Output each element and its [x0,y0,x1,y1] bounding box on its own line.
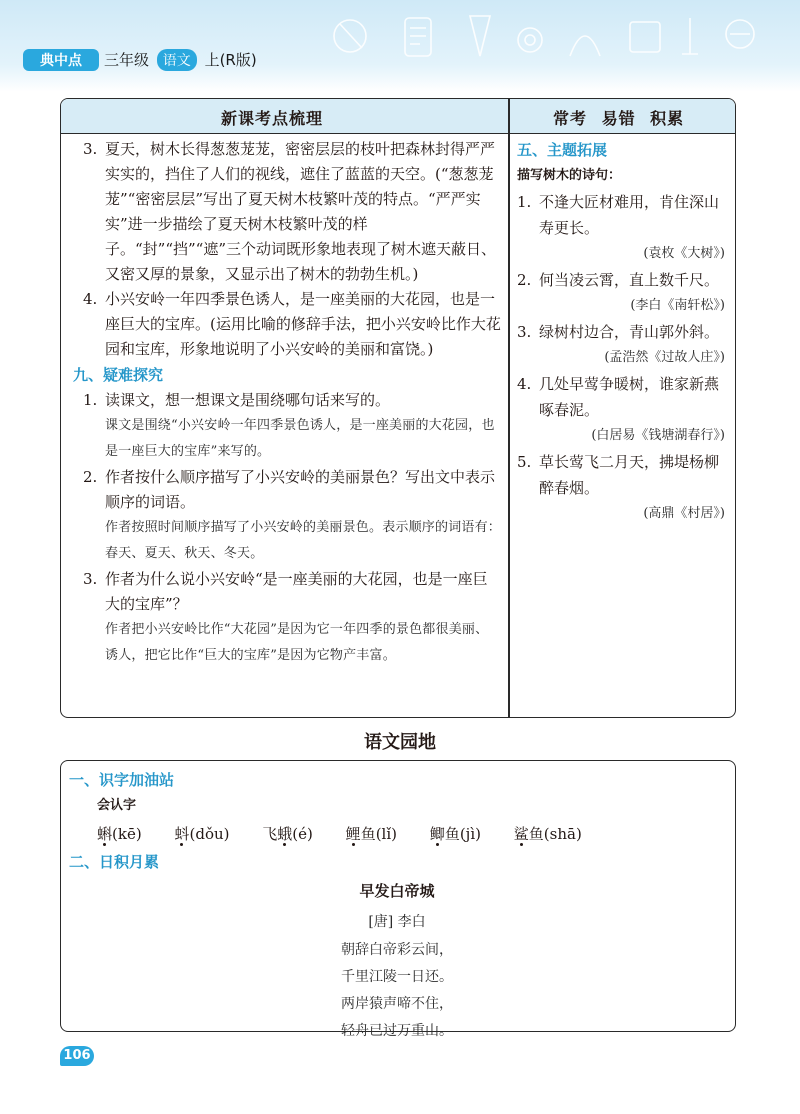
poem-list-subtitle: 描写树木的诗句： [517,168,622,183]
poem-entry-3 [517,319,729,371]
poem-number: 3. [517,323,532,341]
point-item-4 [73,287,501,362]
garden-section-1: 一、识字加油站 [69,771,175,789]
poem-entry-1 [517,189,729,267]
poem-line: 不逢大匠材难用，肯住深山寿更长。 [539,193,720,237]
question-number: 1. [83,391,98,409]
left-column [73,137,501,669]
question-2 [73,465,501,515]
right-column [517,137,729,527]
poem-number: 5. [517,453,532,471]
char-entry: 蝌(kē) [97,825,142,843]
edition-label: 上(R版) [204,51,257,69]
poem-source: (李白《南轩松》) [630,298,725,313]
subject-badge: 语文 [157,49,197,71]
logo-text: 典中点 [40,53,82,69]
poem-number: 2. [517,271,532,289]
char-entry: 鲫鱼(jì) [429,825,481,843]
science-doodles-icon [310,6,780,76]
poem-line: 两岸猿声啼不住， [341,996,453,1012]
table-header [61,99,735,134]
question-number: 2. [83,468,98,486]
poem-author: [唐] 李白 [368,914,426,930]
poem-source: (孟浩然《过故人庄》) [604,350,725,365]
grade-label: 三年级 [104,51,150,69]
poem-number: 4. [517,375,532,393]
garden-box [60,760,736,1039]
column-divider [508,99,510,717]
item-text: 小兴安岭一年四季景色诱人，是一座美丽的大花园，也是一座巨大的宝库。(运用比喻的修辞手法，把小兴安岭比作大花园和宝库，形象地说明了小兴安岭的美丽和富饶。) [105,290,501,358]
character-list [69,819,725,849]
poem-entry-2 [517,267,729,319]
point-item-3 [73,137,501,287]
question-3 [73,567,501,617]
poem-number: 1. [517,193,532,211]
question-text: 作者为什么说小兴安岭“是一座美丽的大花园，也是一座巨大的宝库”？ [105,570,488,613]
header-band [0,0,800,92]
poem-line: 朝辞白帝彩云间， [341,942,453,958]
brand-logo [22,46,100,74]
page-number: 106 [60,1046,94,1066]
answer-3: 作者把小兴安岭比作“大花园”是因为它一年四季的景色都很美丽、诱人，把它比作“巨大的宝库”是因为它物产丰富。 [105,622,489,663]
poem-source: (高鼎《村居》) [643,506,725,521]
item-number: 4. [83,290,98,308]
left-column-title: 新课考点梳理 [221,109,324,128]
poem-line: 千里江陵一日还。 [341,969,453,985]
section-heading-9: 九、疑难探究 [73,366,164,384]
recognize-chars-label: 会认字 [97,798,137,813]
section-heading-5: 五、主题拓展 [517,141,608,159]
poem-entry-5 [517,449,729,527]
poem-line: 几处早莺争暖树，谁家新燕啄春泥。 [539,375,720,419]
garden-section-2: 二、日积月累 [69,853,160,871]
right-column-title: 常考 易错 积累 [553,109,685,128]
notes-table [60,98,736,718]
question-number: 3. [83,570,98,588]
char-entry: 飞蛾(é) [262,825,313,843]
question-text: 读课文，想一想课文是围绕哪句话来写的。 [105,391,391,409]
char-entry: 鲤鱼(lǐ) [345,825,398,843]
poem-line: 轻舟已过万重山。 [341,1023,453,1039]
garden-content [69,767,725,1045]
question-text: 作者按什么顺序描写了小兴安岭的美丽景色？写出文中表示顺序的词语。 [105,468,496,511]
char-entry: 蚪(dǒu) [174,825,230,843]
poem-source: (白居易《钱塘湖春行》) [591,428,725,443]
answer-1: 课文是围绕“小兴安岭一年四季景色诱人，是一座美丽的大花园，也是一座巨大的宝库”来写的。 [105,418,495,459]
question-1 [73,388,501,413]
garden-title: 语文园地 [364,732,436,753]
poem-line: 绿树村边合，青山郭外斜。 [539,323,720,341]
poem-line: 何当凌云霄，直上数千尺。 [539,271,720,289]
item-number: 3. [83,140,98,158]
book-title [104,49,257,71]
poem-line: 草长莺飞二月天，拂堤杨柳醉春烟。 [539,453,720,497]
poem-entry-4 [517,371,729,449]
item-text: 夏天，树木长得葱葱茏茏，密密层层的枝叶把森林封得严严实实的，挡住了人们的视线，遮住了蓝蓝的天空。(“葱葱茏茏”“密密层层”写出了夏天树木枝繁叶茂的特点。“严严实实”进一步描绘了夏天树木枝繁叶茂的样子。“封”“挡”“遮”三个动词既形象地表现了树木遮天蔽日、又密又厚的景象，又显示出了树木的勃勃生机。) [105,140,497,283]
poem-title: 早发白帝城 [359,882,435,900]
answer-2: 作者按照时间顺序描写了小兴安岭的美丽景色。表示顺序的词语有：春天、夏天、秋天、冬天。 [105,520,502,561]
poem-source: (袁枚《大树》) [643,246,725,261]
char-entry: 鲨鱼(shā) [513,825,582,843]
ancient-poem [69,875,725,1045]
